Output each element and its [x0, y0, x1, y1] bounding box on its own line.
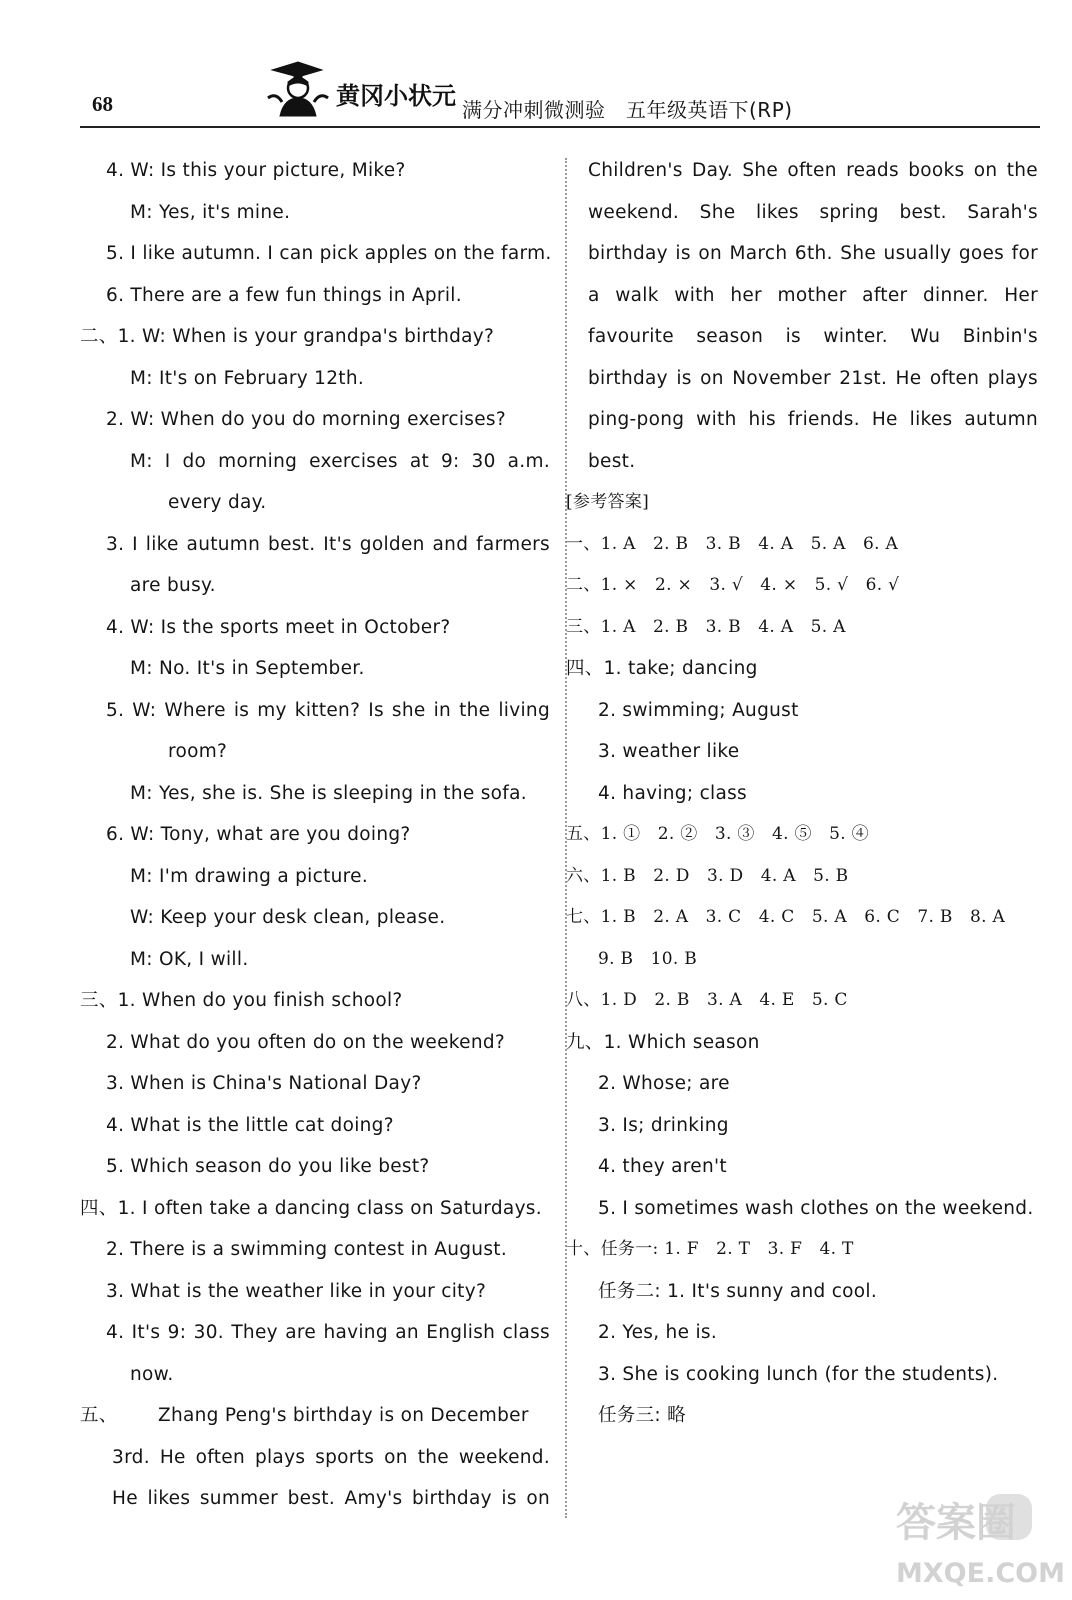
list-item: 3. I like autumn best. It's golden and farmers — [106, 533, 550, 555]
section-marker: 三、 — [80, 990, 118, 1011]
list-item: M: OK, I will. — [130, 948, 249, 970]
list-item: 4. W: Is this your picture, Mike? — [106, 160, 406, 181]
list-item: 6. There are a few fun things in April. — [106, 284, 462, 306]
list-item: 4. It's 9: 30. They are having an English class — [106, 1322, 550, 1343]
list-item: W: Keep your desk clean, please. — [130, 907, 446, 928]
answer-row: 9. B 10. B — [598, 948, 698, 969]
passage-line: ping-pong with his friends. He likes autumn — [588, 409, 1038, 430]
passage-line: Children's Day. She often reads books on the — [588, 160, 1038, 181]
answer-row: 任务三: 略 — [598, 1405, 686, 1426]
section-5-item — [80, 1395, 550, 1437]
list-item: 5. W: Where is my kitten? Is she in the living — [106, 699, 550, 721]
list-item: M: I do morning exercises at 9: 30 a.m. — [130, 450, 550, 472]
list-item: M: I'm drawing a picture. — [130, 865, 369, 887]
list-item: 2. There is a swimming contest in August. — [106, 1239, 508, 1260]
scholar-mascot-icon — [268, 62, 328, 116]
answer-row: 任务二: 1. It's sunny and cool. — [598, 1280, 878, 1302]
section-marker: 五、 — [80, 1405, 118, 1426]
passage-line: a walk with her mother after dinner. Her — [588, 284, 1038, 306]
answer-row: 一、1. A 2. B 3. B 4. A 5. A 6. A — [566, 533, 899, 554]
section-marker: 二、 — [80, 326, 118, 347]
page-number: 68 — [92, 92, 113, 116]
list-item: M: It's on February 12th. — [130, 367, 365, 389]
list-item: 3. What is the weather like in your city? — [106, 1280, 487, 1302]
left-column — [80, 150, 550, 1520]
list-item: 5. I like autumn. I can pick apples on the farm. — [106, 243, 552, 264]
answer-row: 九、1. Which season — [566, 1031, 760, 1053]
answer-row: 4. they aren't — [598, 1156, 727, 1177]
answer-row: 2. Yes, he is. — [598, 1322, 718, 1343]
section-4-item — [80, 1188, 550, 1230]
list-item: are busy. — [130, 575, 216, 596]
answer-row: 三、1. A 2. B 3. B 4. A 5. A — [566, 616, 846, 637]
reference-answers-heading: [参考答案] — [566, 492, 650, 512]
answer-row: 七、1. B 2. A 3. C 4. C 5. A 6. C 7. B 8. A — [566, 907, 1006, 927]
list-item: 6. W: Tony, what are you doing? — [106, 824, 411, 845]
brand-logo — [258, 58, 456, 120]
list-item: 4. What is the little cat doing? — [106, 1114, 394, 1136]
answer-row: 4. having; class — [598, 782, 747, 804]
right-column — [566, 150, 1038, 1437]
answer-row: 5. I sometimes wash clothes on the weekend. — [598, 1197, 1034, 1219]
list-item: 3. When is China's National Day? — [106, 1073, 422, 1094]
passage-line: weekend. She likes spring best. Sarah's — [588, 201, 1038, 223]
list-item: 2. W: When do you do morning exercises? — [106, 409, 506, 430]
list-item: M: No. It's in September. — [130, 658, 365, 679]
list-item: room? — [168, 741, 228, 762]
passage-line: favourite season is winter. Wu Binbin's — [588, 326, 1038, 347]
item-text: 1. I often take a dancing class on Saturdays. — [117, 1197, 542, 1219]
watermark-logo — [890, 1490, 1065, 1590]
list-item: now. — [130, 1363, 174, 1385]
answer-row: 五、1. ① 2. ② 3. ③ 4. ⑤ 5. ④ — [566, 824, 869, 844]
passage-line: birthday is on November 21st. He often plays — [588, 367, 1038, 389]
answer-row: 2. Whose; are — [598, 1073, 730, 1094]
item-text: 1. When do you finish school? — [117, 990, 403, 1011]
answer-row: 十、任务一: 1. F 2. T 3. F 4. T — [566, 1239, 854, 1259]
answer-row: 六、1. B 2. D 3. D 4. A 5. B — [566, 865, 849, 886]
list-item: M: Yes, she is. She is sleeping in the sofa. — [130, 782, 527, 804]
list-item: every day. — [168, 492, 267, 513]
list-item: 3rd. He often plays sports on the weekend. — [112, 1446, 550, 1468]
item-text: Zhang Peng's birthday is on December — [158, 1405, 529, 1426]
section-3-item — [80, 980, 550, 1022]
answer-row: 二、1. × 2. × 3. √ 4. × 5. √ 6. √ — [566, 575, 900, 595]
list-item: 5. Which season do you like best? — [106, 1156, 430, 1177]
answer-row: 八、1. D 2. B 3. A 4. E 5. C — [566, 990, 848, 1010]
section-marker: 四、 — [80, 1197, 118, 1219]
list-item: 4. W: Is the sports meet in October? — [106, 616, 451, 638]
item-text: 1. W: When is your grandpa's birthday? — [117, 326, 495, 347]
list-item: He likes summer best. Amy's birthday is on — [112, 1488, 550, 1509]
answer-row: 3. Is; drinking — [598, 1114, 729, 1136]
list-item: 2. What do you often do on the weekend? — [106, 1031, 506, 1053]
answer-row: 3. She is cooking lunch (for the students). — [598, 1363, 999, 1385]
passage-line: best. — [588, 450, 636, 472]
watermark-logo-text: 答案圈 — [896, 1500, 1016, 1546]
logo-text: 黄冈小状元 — [336, 81, 456, 110]
answer-row: 3. weather like — [598, 741, 740, 762]
answer-row: 四、1. take; dancing — [566, 658, 758, 679]
series-title: 满分冲刺微测验 五年级英语下(RP) — [462, 98, 793, 122]
list-item: M: Yes, it's mine. — [130, 201, 291, 223]
section-2-item — [80, 316, 550, 358]
watermark-url: MXQE.COM — [896, 1558, 1065, 1589]
passage-line: birthday is on March 6th. She usually goes for — [588, 243, 1038, 264]
answer-row: 2. swimming; August — [598, 699, 799, 721]
header-rule — [80, 126, 1040, 128]
